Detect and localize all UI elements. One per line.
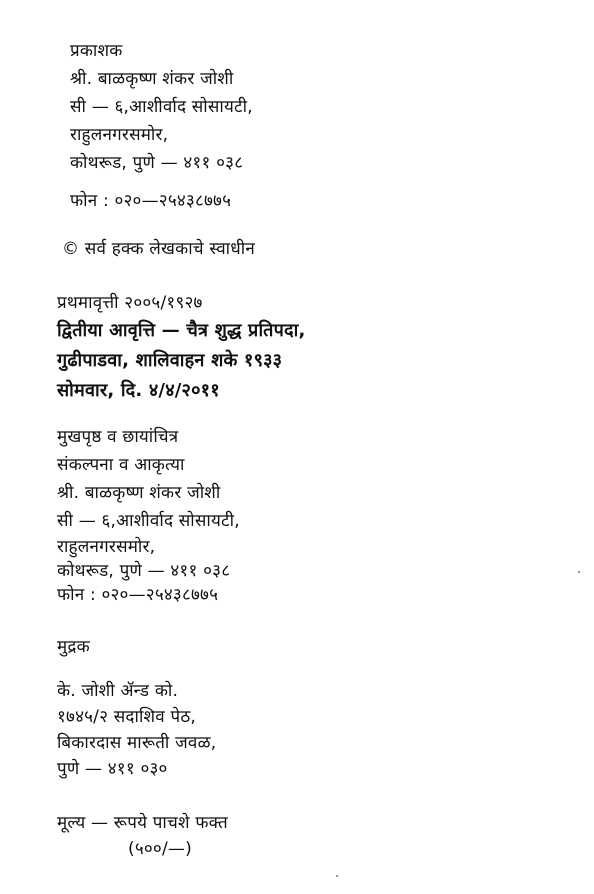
cover-heading: मुखपृष्ठ व छायांचित्र xyxy=(57,427,179,447)
publisher-address-line-1: सी — ६,आशीर्वाद सोसायटी, xyxy=(70,97,253,117)
edition-date: सोमवार, दि. ४/४/२०११ xyxy=(57,380,220,401)
printer-heading: मुद्रक xyxy=(57,637,90,657)
second-edition: द्वितीया आवृत्ति — चैत्र शुद्ध प्रतिपदा, xyxy=(57,320,306,341)
publisher-heading: प्रकाशक xyxy=(70,41,123,61)
printer-address-line-1: १७४५/२ सदाशिव पेठ, xyxy=(57,707,197,727)
cover-name: श्री. बाळकृष्ण शंकर जोशी xyxy=(57,483,221,503)
price-label: मूल्य — रूपये पाचशे फक्त xyxy=(57,813,228,833)
first-edition: प्रथमावृत्ती २००५/१९२७ xyxy=(57,293,203,313)
copyright-notice: © सर्व हक्क लेखकाचे स्वाधीन xyxy=(62,239,255,259)
cover-subheading: संकल्पना व आकृत्या xyxy=(57,455,185,475)
publisher-phone: फोन : ०२०—२५४३८७७५ xyxy=(70,191,232,211)
scan-speck xyxy=(336,875,338,877)
scan-speck xyxy=(578,571,580,573)
publisher-name: श्री. बाळकृष्ण शंकर जोशी xyxy=(70,69,234,89)
edition-occasion: गुढीपाडवा, शालिवाहन शके १९३३ xyxy=(57,350,283,371)
printer-address-line-2: बिकारदास मारूती जवळ, xyxy=(57,733,217,753)
publisher-address-line-3: कोथरूड, पुणे — ४११ ०३८ xyxy=(70,153,244,173)
cover-address-line-3: कोथरूड, पुणे — ४११ ०३८ xyxy=(57,561,231,581)
publisher-address-line-2: राहुलनगरसमोर, xyxy=(70,125,169,145)
cover-address-line-1: सी — ६,आशीर्वाद सोसायटी, xyxy=(57,511,240,531)
cover-address-line-2: राहुलनगरसमोर, xyxy=(57,537,156,557)
cover-phone: फोन : ०२०—२५४३८७७५ xyxy=(57,585,219,605)
printer-address-line-3: पुणे — ४११ ०३० xyxy=(57,759,168,779)
printer-name: के. जोशी ॲन्ड को. xyxy=(57,681,179,701)
price-value: (५००/—) xyxy=(128,839,192,859)
